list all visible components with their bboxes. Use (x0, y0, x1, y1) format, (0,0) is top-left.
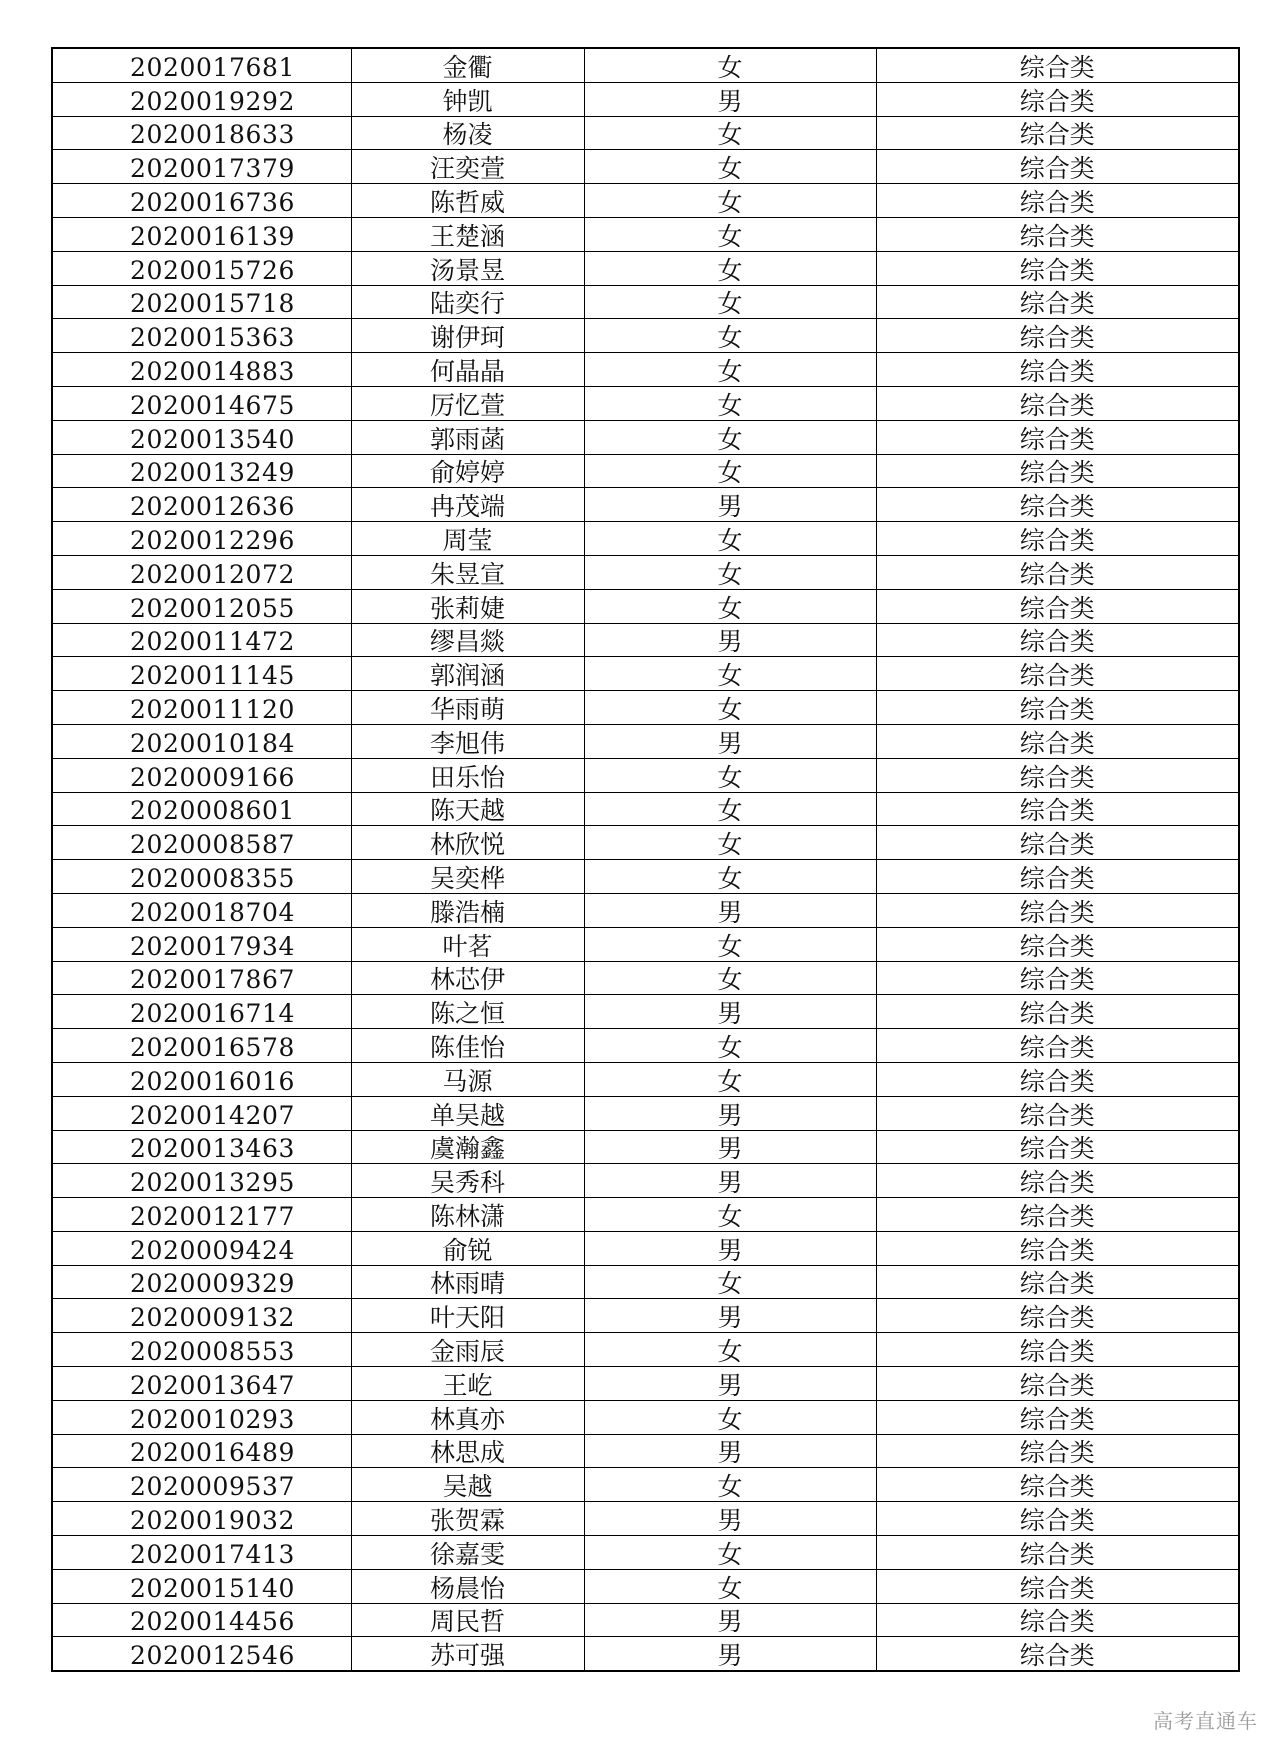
candidate-id-cell: 2020008601 (52, 792, 351, 826)
gender-cell: 男 (584, 488, 876, 522)
name-cell: 陈佳怡 (351, 1029, 584, 1063)
category-cell: 综合类 (876, 1299, 1239, 1333)
name-cell: 金衢 (351, 48, 584, 82)
name-cell: 李旭伟 (351, 724, 584, 758)
name-cell: 陈之恒 (351, 995, 584, 1029)
table-row (52, 1198, 1239, 1232)
table-row (52, 1029, 1239, 1063)
category-cell: 综合类 (876, 927, 1239, 961)
gender-cell: 女 (584, 1569, 876, 1603)
name-cell: 陈哲威 (351, 184, 584, 218)
gender-cell: 男 (584, 1130, 876, 1164)
table-row (52, 488, 1239, 522)
table-row (52, 893, 1239, 927)
table-row (52, 691, 1239, 725)
gender-cell: 男 (584, 1231, 876, 1265)
table-row (52, 150, 1239, 184)
table-row (52, 1062, 1239, 1096)
watermark-text: 高考直通车 (1153, 1709, 1258, 1733)
gender-cell: 女 (584, 522, 876, 556)
name-cell: 杨晨怡 (351, 1569, 584, 1603)
gender-cell: 女 (584, 691, 876, 725)
name-cell: 冉茂端 (351, 488, 584, 522)
category-cell: 综合类 (876, 623, 1239, 657)
table-row (52, 860, 1239, 894)
gender-cell: 男 (584, 1096, 876, 1130)
candidate-id-cell: 2020012296 (52, 522, 351, 556)
gender-cell: 女 (584, 150, 876, 184)
category-cell: 综合类 (876, 1502, 1239, 1536)
table-row (52, 555, 1239, 589)
candidate-id-cell: 2020016714 (52, 995, 351, 1029)
name-cell: 汪奕萱 (351, 150, 584, 184)
gender-cell: 男 (584, 1502, 876, 1536)
name-cell: 厉忆萱 (351, 386, 584, 420)
candidate-id-cell: 2020016578 (52, 1029, 351, 1063)
category-cell: 综合类 (876, 319, 1239, 353)
category-cell: 综合类 (876, 1333, 1239, 1367)
name-cell: 马源 (351, 1062, 584, 1096)
table-row (52, 1603, 1239, 1637)
name-cell: 何晶晶 (351, 353, 584, 387)
name-cell: 吴越 (351, 1468, 584, 1502)
table-row (52, 319, 1239, 353)
candidate-id-cell: 2020014883 (52, 353, 351, 387)
candidate-id-cell: 2020018633 (52, 116, 351, 150)
gender-cell: 男 (584, 1367, 876, 1401)
category-cell: 综合类 (876, 724, 1239, 758)
table-row (52, 1502, 1239, 1536)
candidate-id-cell: 2020009132 (52, 1299, 351, 1333)
table-row (52, 1231, 1239, 1265)
candidate-id-cell: 2020015718 (52, 285, 351, 319)
category-cell: 综合类 (876, 1637, 1239, 1671)
category-cell: 综合类 (876, 1231, 1239, 1265)
gender-cell: 女 (584, 217, 876, 251)
candidate-id-cell: 2020014207 (52, 1096, 351, 1130)
category-cell: 综合类 (876, 995, 1239, 1029)
gender-cell: 女 (584, 1062, 876, 1096)
category-cell: 综合类 (876, 285, 1239, 319)
candidate-id-cell: 2020016736 (52, 184, 351, 218)
name-cell: 汤景昱 (351, 251, 584, 285)
name-cell: 田乐怡 (351, 758, 584, 792)
table-row (52, 251, 1239, 285)
category-cell: 综合类 (876, 251, 1239, 285)
table-row (52, 792, 1239, 826)
name-cell: 周民哲 (351, 1603, 584, 1637)
gender-cell: 男 (584, 724, 876, 758)
gender-cell: 女 (584, 319, 876, 353)
gender-cell: 男 (584, 1603, 876, 1637)
candidate-id-cell: 2020011472 (52, 623, 351, 657)
gender-cell: 女 (584, 1400, 876, 1434)
gender-cell: 女 (584, 420, 876, 454)
candidate-id-cell: 2020012546 (52, 1637, 351, 1671)
name-cell: 郭雨菡 (351, 420, 584, 454)
gender-cell: 女 (584, 386, 876, 420)
gender-cell: 男 (584, 1299, 876, 1333)
category-cell: 综合类 (876, 1029, 1239, 1063)
name-cell: 林雨晴 (351, 1265, 584, 1299)
category-cell: 综合类 (876, 1603, 1239, 1637)
table-row (52, 1536, 1239, 1570)
gender-cell: 女 (584, 589, 876, 623)
name-cell: 金雨辰 (351, 1333, 584, 1367)
gender-cell: 女 (584, 353, 876, 387)
category-cell: 综合类 (876, 1130, 1239, 1164)
category-cell: 综合类 (876, 420, 1239, 454)
gender-cell: 女 (584, 1029, 876, 1063)
table-row (52, 758, 1239, 792)
candidate-id-cell: 2020011145 (52, 657, 351, 691)
candidate-id-cell: 2020011120 (52, 691, 351, 725)
category-cell: 综合类 (876, 1367, 1239, 1401)
category-cell: 综合类 (876, 1198, 1239, 1232)
name-cell: 叶茗 (351, 927, 584, 961)
table-row (52, 285, 1239, 319)
gender-cell: 女 (584, 555, 876, 589)
gender-cell: 女 (584, 184, 876, 218)
gender-cell: 男 (584, 82, 876, 116)
candidate-id-cell: 2020008355 (52, 860, 351, 894)
gender-cell: 女 (584, 1333, 876, 1367)
candidate-id-cell: 2020017867 (52, 961, 351, 995)
gender-cell: 女 (584, 927, 876, 961)
candidate-id-cell: 2020009424 (52, 1231, 351, 1265)
candidate-id-cell: 2020016016 (52, 1062, 351, 1096)
name-cell: 林欣悦 (351, 826, 584, 860)
gender-cell: 男 (584, 1637, 876, 1671)
table-row (52, 522, 1239, 556)
gender-cell: 男 (584, 623, 876, 657)
candidate-id-cell: 2020015140 (52, 1569, 351, 1603)
name-cell: 林真亦 (351, 1400, 584, 1434)
candidate-id-cell: 2020009329 (52, 1265, 351, 1299)
candidate-id-cell: 2020013249 (52, 454, 351, 488)
table-row (52, 995, 1239, 1029)
table-row (52, 1468, 1239, 1502)
gender-cell: 女 (584, 657, 876, 691)
category-cell: 综合类 (876, 353, 1239, 387)
name-cell: 徐嘉雯 (351, 1536, 584, 1570)
table-body (52, 48, 1239, 1671)
table-row (52, 48, 1239, 82)
candidate-id-cell: 2020014675 (52, 386, 351, 420)
category-cell: 综合类 (876, 116, 1239, 150)
table-row (52, 1569, 1239, 1603)
category-cell: 综合类 (876, 657, 1239, 691)
candidate-id-cell: 2020008553 (52, 1333, 351, 1367)
table-row (52, 589, 1239, 623)
category-cell: 综合类 (876, 1164, 1239, 1198)
name-cell: 俞婷婷 (351, 454, 584, 488)
name-cell: 陆奕行 (351, 285, 584, 319)
table-row (52, 657, 1239, 691)
table-row (52, 420, 1239, 454)
category-cell: 综合类 (876, 522, 1239, 556)
table-row (52, 1637, 1239, 1671)
category-cell: 综合类 (876, 758, 1239, 792)
name-cell: 钟凯 (351, 82, 584, 116)
name-cell: 滕浩楠 (351, 893, 584, 927)
candidate-id-cell: 2020017681 (52, 48, 351, 82)
candidate-id-cell: 2020008587 (52, 826, 351, 860)
name-cell: 缪昌燚 (351, 623, 584, 657)
candidate-id-cell: 2020019032 (52, 1502, 351, 1536)
table-row (52, 961, 1239, 995)
name-cell: 吴奕桦 (351, 860, 584, 894)
category-cell: 综合类 (876, 1062, 1239, 1096)
gender-cell: 女 (584, 1265, 876, 1299)
gender-cell: 女 (584, 826, 876, 860)
gender-cell: 女 (584, 48, 876, 82)
candidate-id-cell: 2020010184 (52, 724, 351, 758)
category-cell: 综合类 (876, 691, 1239, 725)
table-row (52, 826, 1239, 860)
candidate-id-cell: 2020017934 (52, 927, 351, 961)
category-cell: 综合类 (876, 1400, 1239, 1434)
category-cell: 综合类 (876, 792, 1239, 826)
gender-cell: 男 (584, 1434, 876, 1468)
candidate-id-cell: 2020009537 (52, 1468, 351, 1502)
name-cell: 王屹 (351, 1367, 584, 1401)
name-cell: 杨凌 (351, 116, 584, 150)
category-cell: 综合类 (876, 150, 1239, 184)
category-cell: 综合类 (876, 1265, 1239, 1299)
name-cell: 吴秀科 (351, 1164, 584, 1198)
name-cell: 朱昱宣 (351, 555, 584, 589)
table-row (52, 927, 1239, 961)
candidate-id-cell: 2020016489 (52, 1434, 351, 1468)
gender-cell: 女 (584, 454, 876, 488)
name-cell: 陈天越 (351, 792, 584, 826)
candidate-id-cell: 2020014456 (52, 1603, 351, 1637)
table-row (52, 1434, 1239, 1468)
table-row (52, 1400, 1239, 1434)
category-cell: 综合类 (876, 893, 1239, 927)
name-cell: 叶天阳 (351, 1299, 584, 1333)
table-row (52, 217, 1239, 251)
gender-cell: 女 (584, 1468, 876, 1502)
candidate-id-cell: 2020012055 (52, 589, 351, 623)
name-cell: 单吴越 (351, 1096, 584, 1130)
table-row (52, 724, 1239, 758)
table-row (52, 116, 1239, 150)
table-row (52, 623, 1239, 657)
name-cell: 华雨萌 (351, 691, 584, 725)
table-row (52, 1130, 1239, 1164)
category-cell: 综合类 (876, 589, 1239, 623)
category-cell: 综合类 (876, 1096, 1239, 1130)
category-cell: 综合类 (876, 488, 1239, 522)
gender-cell: 男 (584, 995, 876, 1029)
gender-cell: 女 (584, 961, 876, 995)
candidate-id-cell: 2020013540 (52, 420, 351, 454)
gender-cell: 女 (584, 116, 876, 150)
admission-list-table (51, 47, 1240, 1672)
candidate-id-cell: 2020018704 (52, 893, 351, 927)
table-row (52, 353, 1239, 387)
candidate-id-cell: 2020010293 (52, 1400, 351, 1434)
category-cell: 综合类 (876, 454, 1239, 488)
category-cell: 综合类 (876, 1434, 1239, 1468)
candidate-id-cell: 2020013463 (52, 1130, 351, 1164)
category-cell: 综合类 (876, 184, 1239, 218)
candidate-id-cell: 2020013295 (52, 1164, 351, 1198)
table-row (52, 1299, 1239, 1333)
candidate-id-cell: 2020009166 (52, 758, 351, 792)
category-cell: 综合类 (876, 555, 1239, 589)
name-cell: 林思成 (351, 1434, 584, 1468)
table-row (52, 1265, 1239, 1299)
candidate-id-cell: 2020019292 (52, 82, 351, 116)
gender-cell: 男 (584, 893, 876, 927)
table-row (52, 184, 1239, 218)
category-cell: 综合类 (876, 386, 1239, 420)
candidate-id-cell: 2020012636 (52, 488, 351, 522)
table-row (52, 1096, 1239, 1130)
candidate-id-cell: 2020017379 (52, 150, 351, 184)
candidate-id-cell: 2020015726 (52, 251, 351, 285)
table-row (52, 1367, 1239, 1401)
category-cell: 综合类 (876, 1536, 1239, 1570)
category-cell: 综合类 (876, 1468, 1239, 1502)
category-cell: 综合类 (876, 826, 1239, 860)
gender-cell: 女 (584, 860, 876, 894)
name-cell: 周莹 (351, 522, 584, 556)
category-cell: 综合类 (876, 1569, 1239, 1603)
gender-cell: 女 (584, 792, 876, 826)
candidate-id-cell: 2020017413 (52, 1536, 351, 1570)
candidate-id-cell: 2020012177 (52, 1198, 351, 1232)
category-cell: 综合类 (876, 217, 1239, 251)
name-cell: 郭润涵 (351, 657, 584, 691)
gender-cell: 女 (584, 251, 876, 285)
gender-cell: 女 (584, 1198, 876, 1232)
name-cell: 苏可强 (351, 1637, 584, 1671)
name-cell: 虞瀚鑫 (351, 1130, 584, 1164)
category-cell: 综合类 (876, 82, 1239, 116)
candidate-id-cell: 2020012072 (52, 555, 351, 589)
name-cell: 张贺霖 (351, 1502, 584, 1536)
category-cell: 综合类 (876, 961, 1239, 995)
gender-cell: 女 (584, 758, 876, 792)
gender-cell: 女 (584, 1536, 876, 1570)
category-cell: 综合类 (876, 860, 1239, 894)
table-row (52, 82, 1239, 116)
category-cell: 综合类 (876, 48, 1239, 82)
name-cell: 陈林潇 (351, 1198, 584, 1232)
table-row (52, 386, 1239, 420)
name-cell: 俞锐 (351, 1231, 584, 1265)
candidate-id-cell: 2020015363 (52, 319, 351, 353)
candidate-id-cell: 2020013647 (52, 1367, 351, 1401)
gender-cell: 女 (584, 285, 876, 319)
table-row (52, 1333, 1239, 1367)
table-row (52, 454, 1239, 488)
gender-cell: 男 (584, 1164, 876, 1198)
name-cell: 林芯伊 (351, 961, 584, 995)
name-cell: 张莉婕 (351, 589, 584, 623)
candidate-id-cell: 2020016139 (52, 217, 351, 251)
name-cell: 谢伊珂 (351, 319, 584, 353)
name-cell: 王楚涵 (351, 217, 584, 251)
table-row (52, 1164, 1239, 1198)
